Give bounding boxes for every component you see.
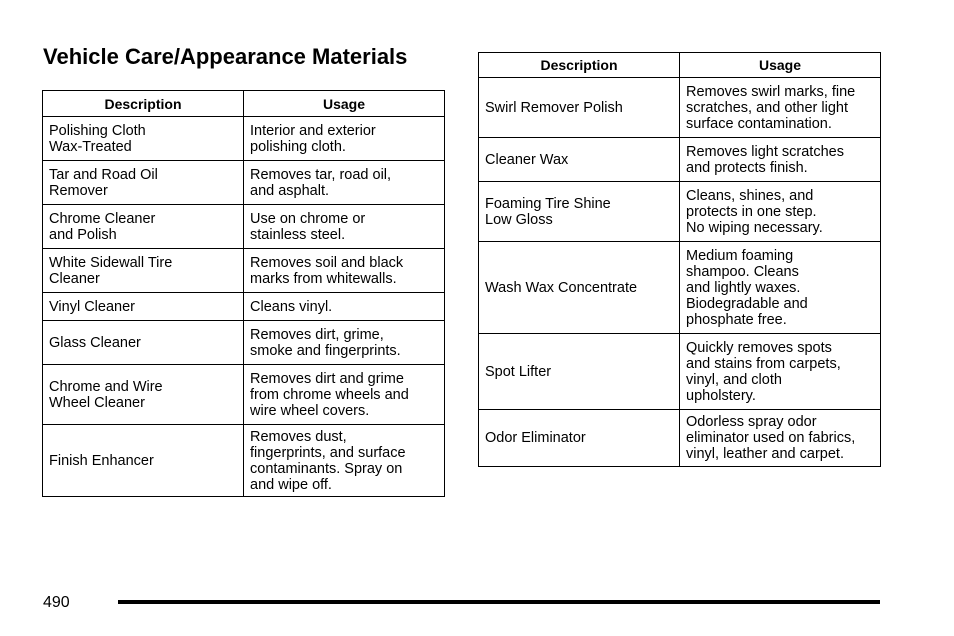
table-row (43, 293, 445, 321)
usage-cell: Removes dirt, grime, smoke and fingerprints. (244, 321, 445, 365)
page-title: Vehicle Care/Appearance Materials (43, 44, 408, 69)
column-header-description: Description (479, 53, 680, 78)
table-row (479, 334, 881, 410)
usage-cell: Odorless spray odor eliminator used on fabrics, vinyl, leather and carpet. (680, 410, 881, 467)
usage-cell: Medium foaming shampoo. Cleans and lightly waxes. Biodegradable and phosphate free. (680, 242, 881, 334)
table-row (43, 161, 445, 205)
table-row (479, 242, 881, 334)
usage-cell: Removes swirl marks, fine scratches, and other light surface contamination. (680, 78, 881, 138)
usage-cell: Removes dust, fingerprints, and surface contaminants. Spray on and wipe off. (244, 425, 445, 497)
table-row (479, 410, 881, 467)
description-cell: Foaming Tire Shine Low Gloss (479, 182, 680, 242)
table-header-row (479, 53, 881, 78)
table-row (43, 321, 445, 365)
right-materials-table (478, 52, 881, 467)
description-cell: Odor Eliminator (479, 410, 680, 467)
usage-cell: Cleans vinyl. (244, 293, 445, 321)
description-cell: Polishing Cloth Wax-Treated (43, 117, 244, 161)
table-row (479, 182, 881, 242)
usage-cell: Quickly removes spots and stains from carpets, vinyl, and cloth upholstery. (680, 334, 881, 410)
left-materials-table (42, 90, 445, 497)
usage-cell: Removes soil and black marks from whitewalls. (244, 249, 445, 293)
usage-cell: Use on chrome or stainless steel. (244, 205, 445, 249)
usage-cell: Removes tar, road oil, and asphalt. (244, 161, 445, 205)
description-cell: Chrome Cleaner and Polish (43, 205, 244, 249)
description-cell: Finish Enhancer (43, 425, 244, 497)
description-cell: Glass Cleaner (43, 321, 244, 365)
table-row (43, 425, 445, 497)
description-cell: Spot Lifter (479, 334, 680, 410)
table-row (479, 138, 881, 182)
column-header-usage: Usage (244, 91, 445, 117)
table-row (43, 249, 445, 293)
table-row (479, 78, 881, 138)
usage-cell: Removes dirt and grime from chrome wheels and wire wheel covers. (244, 365, 445, 425)
column-header-description: Description (43, 91, 244, 117)
table-header-row (43, 91, 445, 117)
usage-cell: Interior and exterior polishing cloth. (244, 117, 445, 161)
usage-cell: Cleans, shines, and protects in one step. No wiping necessary. (680, 182, 881, 242)
usage-cell: Removes light scratches and protects finish. (680, 138, 881, 182)
description-cell: Chrome and Wire Wheel Cleaner (43, 365, 244, 425)
footer-rule (118, 600, 880, 604)
description-cell: Cleaner Wax (479, 138, 680, 182)
description-cell: Tar and Road Oil Remover (43, 161, 244, 205)
description-cell: Wash Wax Concentrate (479, 242, 680, 334)
description-cell: Vinyl Cleaner (43, 293, 244, 321)
column-header-usage: Usage (680, 53, 881, 78)
description-cell: Swirl Remover Polish (479, 78, 680, 138)
table-row (43, 117, 445, 161)
table-row (43, 205, 445, 249)
table-row (43, 365, 445, 425)
page-number: 490 (43, 594, 70, 611)
description-cell: White Sidewall Tire Cleaner (43, 249, 244, 293)
